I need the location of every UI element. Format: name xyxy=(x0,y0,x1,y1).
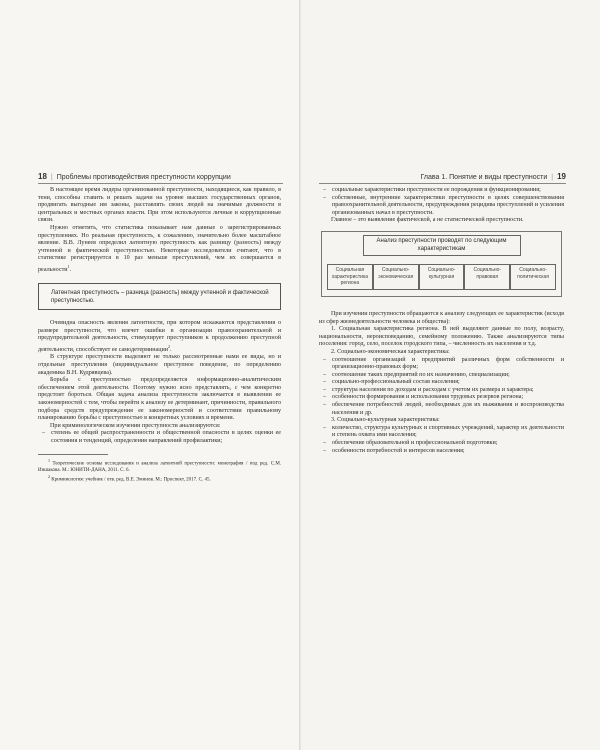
paragraph: В структуре преступности выделяют не только рассмотренные нами ее виды, но и отдельные преступления (индивидуальное преступное поведение, по определению академика В.Н. Кудрявцева). xyxy=(38,354,281,376)
numbered-item: 1. Социальная характеристика региона. В ней выделяют данные по полу, возрасту, национальности, вероисповеданию, семейному положению. Также анализируются типы поселения: город, село, поселок городского типа, – численность их населения и т.д. xyxy=(319,326,564,348)
left-page-body xyxy=(38,187,281,484)
left-page-header: 18 | Проблемы противодействия преступности коррупции xyxy=(38,171,283,184)
footnote: $^1$ Теоретические основы исследования и анализа латентной преступности: монография / под ред. С.М. Иншакова. М.: ЮНИТИ-ДАНА, 2011. С. 6. xyxy=(38,457,282,473)
left-page-number: 18 xyxy=(38,172,47,181)
list-item: – степень ее общей распространенности и общественной опасности в целях оценки ее состояния и тенденций, определения направлений профилактики; xyxy=(42,430,281,444)
list-item: – особенности потребностей и интересов населения; xyxy=(323,447,465,454)
left-running-title: Проблемы противодействия преступности коррупции xyxy=(56,174,231,181)
list-item: – обеспечение образовательной и профессиональной подготовки; xyxy=(323,440,498,447)
numbered-item: 2. Социально-экономическая характеристика: xyxy=(331,348,450,355)
scheme-cell: Социально-правовая xyxy=(464,264,510,290)
list-item: – соотношение таких предприятий по их назначению, специализации; xyxy=(323,371,510,378)
scheme-cell: Социально-культурная xyxy=(419,264,465,290)
list-item: – социальные характеристики преступности ее порождения и функционирования; xyxy=(323,187,541,193)
numbered-item: 3. Социально-культурная характеристика: xyxy=(331,417,440,424)
right-page-body xyxy=(319,187,564,455)
list-item: – социально-профессиональный состав населения; xyxy=(323,379,460,386)
footnote: $^2$ Криминология: учебник / отв. ред. В.Е. Эминов. М.: Проспект, 2017. С. 45. xyxy=(48,473,211,483)
scheme-cell: Социально-политическая xyxy=(510,264,556,290)
paragraph: При криминологическом изучении преступности анализируются: xyxy=(50,422,221,429)
list-item: – обеспечение потребностей людей, необходимых для их выживания и воспроизводства населения и др. xyxy=(323,402,564,416)
right-page-header: Глава 1. Понятие и виды преступности | 19 xyxy=(319,171,566,184)
list-item: – собственные, внутренние характеристики преступности в целях совершенствования правоохранительной деятельности, предупреждения рецидива преступлений и усиления организованных начал в преступности. xyxy=(323,194,564,216)
footnote-ref: 1 xyxy=(67,263,70,269)
right-page-number: 19 xyxy=(557,172,566,181)
paragraph: При изучении преступности обращаются к анализу следующих ее характеристик (исходя из сфер жизнедеятельности человека и общества): xyxy=(319,310,564,325)
list-item: – количество, структура культурных и спортивных учреждений, характер их деятельности и степень охвата ими населения; xyxy=(323,424,564,439)
list-item: – особенности формирования и использования трудовых резервов региона; xyxy=(323,394,524,401)
list-item: – соотношение организаций и предприятий различных форм собственности и организационно-правовых форм; xyxy=(323,356,564,371)
paragraph: В настоящее время лидеры организованной преступности, находящиеся, как правило, в тени, способны ставить и решать задачи на уровне высших государственных органов, продвигать выгодные им законы, расставлять своих людей на значимые должности в центральных и местных органах власти. При этом используются личные и коррупционные связи. xyxy=(38,187,281,224)
left-page xyxy=(0,0,299,750)
scheme-cell: Социальная характеристика региона xyxy=(327,264,373,290)
paragraph: Очевидна опасность явления латентности, при котором искажаются представления о размере преступности, что влечет ошибки в организации правоохранительной и предупредительной деятельности, стимулирует преступников к продолжению преступной деятельности, способствует ее самодетерминации$^2$. xyxy=(38,319,281,353)
list-item: – структура населения по доходам и расходам с учетом их размера и характера; xyxy=(323,386,534,393)
footnote-divider xyxy=(38,454,108,455)
scheme-cells xyxy=(327,264,556,290)
footnote-ref: 2 xyxy=(167,343,170,349)
right-running-title: Глава 1. Понятие и виды преступности xyxy=(420,174,548,181)
scheme-cell: Социально-экономическая xyxy=(373,264,419,290)
paragraph: Нужно отметить, что статистика показывает нам данные о зарегистрированных преступлениях. Но реальная преступность, к сожалению, значительно более масштабное явление. В.В. Лунеев определил латентную преступность как разницу (разность) между учтенной и фактической преступностью. Некоторые исследователи считают, что в статистике регистрируется в 10 раз меньше преступлений, чем их совершается в реальности$^1$. xyxy=(38,224,281,273)
analysis-scheme xyxy=(321,231,562,297)
scheme-title: Анализ преступности проводят по следующим характеристикам xyxy=(363,235,521,256)
right-page xyxy=(301,0,600,750)
paragraph: Борьба с преступностью предопределяется информационно-аналитическим обеспечением этой деятельности. Поэтому нужно ясно представлять, с чем конкретно предстоит бороться. Общая задача анализа преступности заключается в выявлении ее закономерностей с тем, чтобы перейти к анализу ее детерминант, причинности, правильного подбора средств предупреждения ее закономерностей и соответствии правильному планированию борьбы с преступностью в конкретных условиях и времени. xyxy=(38,377,281,422)
definition-box: Латентная преступность – разница (разность) между учтенной и фактической преступностью. xyxy=(38,283,281,310)
paragraph: Главное – это выявление фактической, а не статистической преступности. xyxy=(331,217,524,224)
